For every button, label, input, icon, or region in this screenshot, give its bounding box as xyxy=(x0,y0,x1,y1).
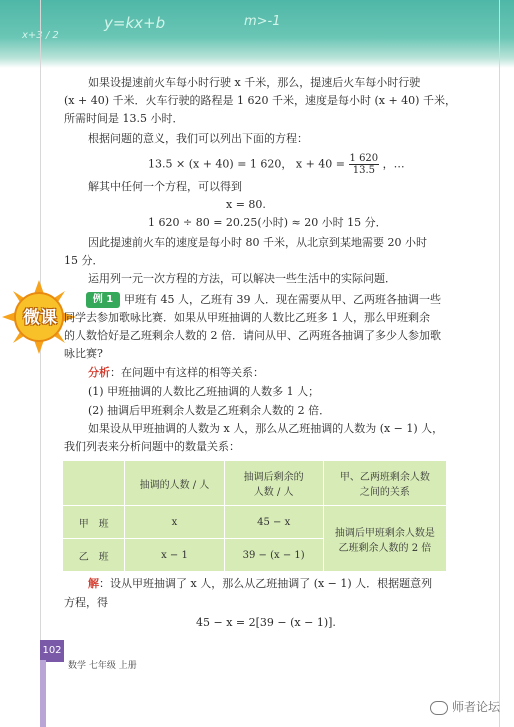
equation-1-fraction xyxy=(349,153,380,176)
header-line: 抽调后剩余的 xyxy=(243,472,304,483)
analysis-label: 分析 xyxy=(88,366,110,379)
table-header-cell xyxy=(224,461,323,506)
solution-label: 解 xyxy=(88,577,99,590)
paragraph-line: 运用列一元一次方程的方法，可以解决一些生活中的实际问题． xyxy=(88,272,396,285)
solution-line xyxy=(88,577,432,591)
relation-line: 抽调后甲班剩余人数是 xyxy=(334,527,435,539)
book-title: 数学 七年级 上册 xyxy=(68,661,137,671)
micro-lesson-badge[interactable]: 微课 xyxy=(23,308,57,328)
relation-line: 乙班剩余人数的 2 倍 xyxy=(338,542,432,554)
paragraph-line: 解其中任何一个方程，可以得到 xyxy=(88,180,242,193)
header-line: 人数 / 人 xyxy=(253,487,294,498)
paragraph-line: 如果设从甲班抽调的人数为 x 人，那么从乙班抽调的人数为 (x − 1) 人， xyxy=(88,422,444,435)
paragraph-line: 我们列表来分析问题中的数量关系： xyxy=(64,440,240,453)
table-header-cell xyxy=(323,461,446,506)
table-row-label: 乙 班 xyxy=(63,539,125,572)
table-relation-cell xyxy=(323,506,446,572)
paragraph-line: 15 分． xyxy=(64,254,104,267)
page-side-strip xyxy=(40,660,46,727)
example-line: 的人数恰好是乙班剩余人数的 2 倍．请问从甲、乙两班各抽调了多少人参加歌 xyxy=(64,329,441,342)
example-line: 咏比赛? xyxy=(64,347,103,360)
paragraph-line: 所需时间是 13.5 小时． xyxy=(64,112,184,125)
table-cell: 39 − (x − 1) xyxy=(224,539,323,572)
solution-text: ：设从甲班抽调了 x 人，那么从乙班抽调了 (x − 1) 人．根据题意列 xyxy=(99,577,433,590)
equation-3: 1 620 ÷ 80 = 20.25(小时) ≈ 20 小时 15 分． xyxy=(148,216,387,229)
header-line: 甲、乙两班剩余人数 xyxy=(339,472,430,483)
fraction-denominator: 13.5 xyxy=(352,165,375,176)
watermark xyxy=(430,698,500,715)
table-cell: x − 1 xyxy=(125,539,224,572)
paragraph-line: 因此提速前火车的速度是每小时 80 千米，从北京到某地需要 20 小时 xyxy=(88,236,427,249)
solution-line: 方程，得 xyxy=(64,596,108,609)
paragraph-line: (x + 40) 千米．火车行驶的路程是 1 620 千米，速度是每小时 (x + 40) 千米， xyxy=(64,94,456,107)
fraction-numerator: 1 620 xyxy=(349,153,379,164)
analysis-line xyxy=(88,366,264,380)
table-cell: 45 − x xyxy=(224,506,323,539)
header-chalk-fraction: x+3 / 2 xyxy=(22,30,59,41)
equation-1 xyxy=(148,153,405,176)
equation-2: x = 80. xyxy=(226,198,266,211)
equation-1-left: 13.5 × (x + 40) = 1 620， x + 40 = xyxy=(148,157,346,171)
header-chalk-equation: y=kx+b xyxy=(104,14,166,32)
equation-4: 45 − x = 2[39 − (x − 1)]. xyxy=(196,616,336,629)
example-line: 甲班有 45 人，乙班有 39 人．现在需要从甲、乙两班各抽调一些 xyxy=(124,293,441,306)
table-header-cell: 抽调的人数 / 人 xyxy=(125,461,224,506)
table-row-label: 甲 班 xyxy=(63,506,125,539)
wechat-icon xyxy=(430,701,448,715)
analysis-text: ：在问题中有这样的相等关系： xyxy=(110,366,264,379)
example-line: 同学去参加歌咏比赛．如果从甲班抽调的人数比乙班多 1 人，那么甲班剩余 xyxy=(64,311,430,324)
table-row xyxy=(63,506,447,539)
table-cell: x xyxy=(125,506,224,539)
analysis-table xyxy=(62,460,447,572)
table-header-cell xyxy=(63,461,125,506)
header-line: 之间的关系 xyxy=(359,487,410,498)
watermark-text: 师者论坛 xyxy=(452,700,501,714)
table-header-row xyxy=(63,461,447,506)
relation-1: (1) 甲班抽调的人数比乙班抽调的人数多 1 人； xyxy=(88,385,320,398)
paragraph-line: 如果设提速前火车每小时行驶 x 千米，那么，提速后火车每小时行驶 xyxy=(88,76,421,89)
relation-2: (2) 抽调后甲班剩余人数是乙班剩余人数的 2 倍． xyxy=(88,404,331,417)
header-chalk-inequality: m>-1 xyxy=(244,14,281,29)
equation-1-tail: ，… xyxy=(382,157,405,171)
page-number: 102 xyxy=(40,640,64,662)
paragraph-line: 根据问题的意义，我们可以列出下面的方程： xyxy=(88,132,308,145)
example-badge: 例 1 xyxy=(86,292,120,308)
